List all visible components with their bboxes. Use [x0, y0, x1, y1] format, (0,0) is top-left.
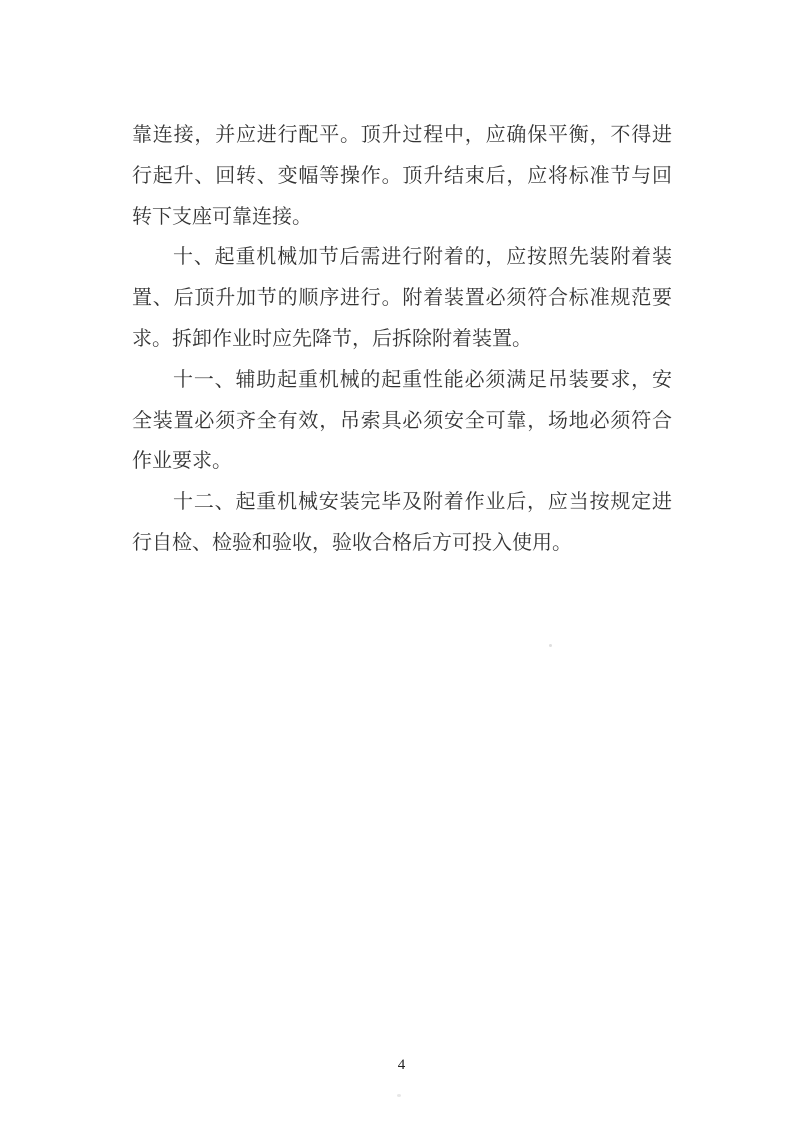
scan-speck	[397, 1094, 401, 1097]
document-body	[132, 115, 672, 564]
paragraph	[132, 482, 672, 564]
text-line: 行自检、检验和验收，验收合格后方可投入使用。	[132, 531, 572, 554]
text-line: 行起升、回转、变幅等操作。顶升结束后，应将标准节与回	[132, 164, 672, 187]
text-line: 置、后顶升加节的顺序进行。附着装置必须符合标准规范要	[132, 287, 672, 310]
text-line: 转下支座可靠连接。	[132, 205, 312, 228]
text-line: 求。拆卸作业时应先降节，后拆除附着装置。	[132, 327, 532, 350]
text-line: 十二、起重机械安装完毕及附着作业后，应当按规定进	[173, 491, 672, 514]
text-line: 全装置必须齐全有效，吊索具必须安全可靠，场地必须符合	[132, 409, 672, 432]
paragraph	[132, 360, 672, 482]
text-line: 作业要求。	[132, 450, 232, 473]
scan-speck	[549, 644, 552, 647]
text-line: 靠连接，并应进行配平。顶升过程中，应确保平衡，不得进	[132, 124, 672, 146]
page-footer	[0, 1056, 803, 1074]
paragraph	[132, 237, 672, 359]
paragraph	[132, 115, 672, 237]
text-line: 十、起重机械加节后需进行附着的，应按照先装附着装	[173, 246, 672, 269]
text-line: 十一、辅助起重机械的起重性能必须满足吊装要求，安	[173, 368, 672, 391]
page-number: 4	[397, 1057, 406, 1073]
